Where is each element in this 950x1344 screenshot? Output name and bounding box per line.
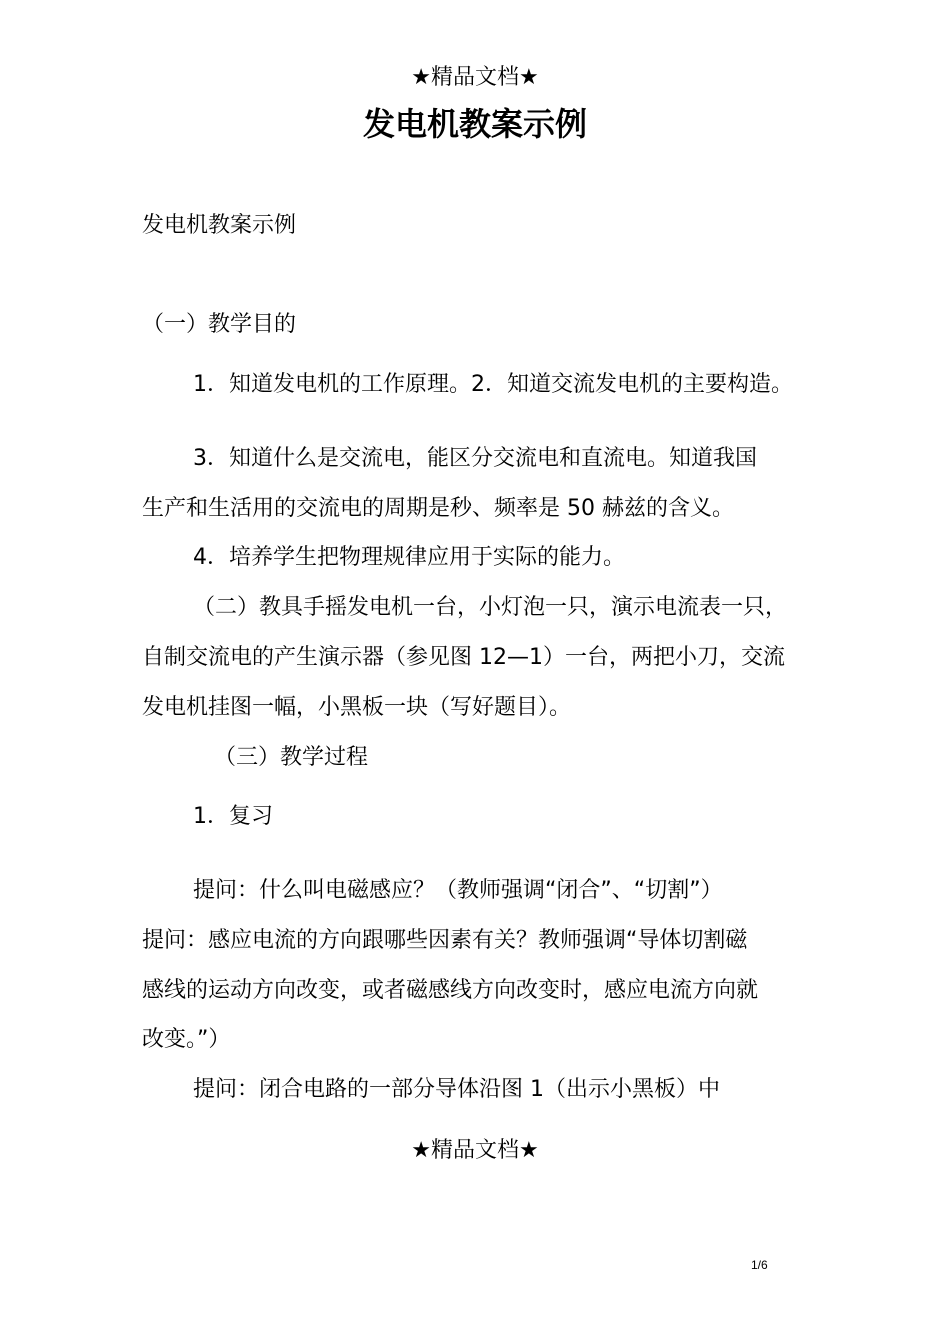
body-line: 提问：什么叫电磁感应？（教师强调“闭合”、“切割”）: [193, 878, 723, 903]
document-subtitle: 发电机教案示例: [142, 213, 297, 238]
section-heading-process: （三）教学过程: [214, 745, 369, 770]
page-number: 1/6: [751, 1258, 768, 1272]
header-mark: ★精品文档★: [411, 65, 539, 90]
section-heading-objectives: （一）教学目的: [142, 312, 297, 337]
body-line: 4．培养学生把物理规律应用于实际的能力。: [193, 545, 625, 570]
section-heading-equipment: （二）教具手摇发电机一台，小灯泡一只，演示电流表一只，: [193, 595, 788, 620]
body-line: 生产和生活用的交流电的周期是秒、频率是 50 赫兹的含义。: [142, 496, 734, 521]
body-line: 提问：闭合电路的一部分导体沿图 1（出示小黑板）中: [193, 1077, 720, 1102]
footer-mark: ★精品文档★: [411, 1138, 539, 1163]
body-line: 改变。”）: [142, 1027, 231, 1052]
body-line: 感线的运动方向改变，或者磁感线方向改变时，感应电流方向就: [142, 978, 759, 1003]
document-title: 发电机教案示例: [362, 105, 587, 143]
body-line: 3．知道什么是交流电，能区分交流电和直流电。知道我国: [193, 446, 757, 471]
body-line: 自制交流电的产生演示器（参见图 12—1）一台，两把小刀，交流: [142, 645, 785, 670]
body-line: 发电机挂图一幅，小黑板一块（写好题目）。: [142, 695, 572, 720]
subsection-heading-review: 1．复习: [193, 804, 273, 829]
body-line: 提问：感应电流的方向跟哪些因素有关？教师强调“导体切割磁: [142, 928, 748, 953]
body-line: 1．知道发电机的工作原理。2．知道交流发电机的主要构造。: [193, 372, 793, 397]
